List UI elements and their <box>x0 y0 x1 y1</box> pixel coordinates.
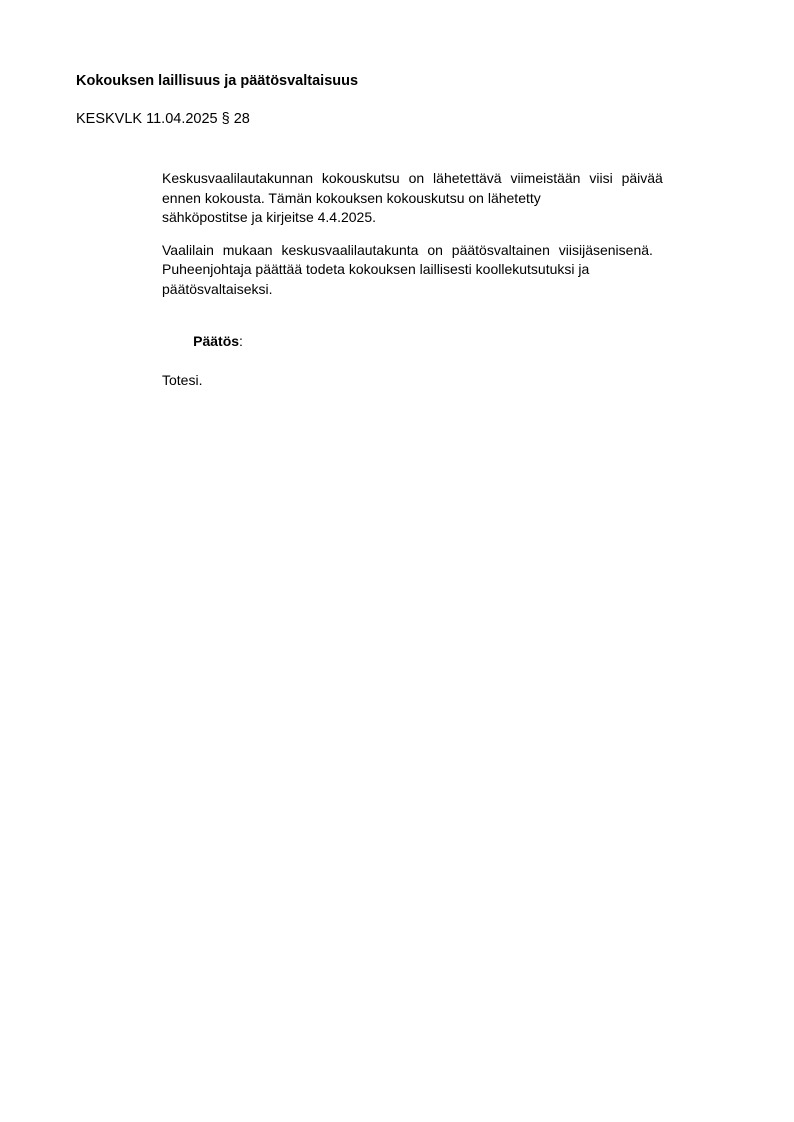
document-body <box>162 169 672 403</box>
body-line: ennen kokousta. Tämän kokouksen kokouskutsu on lähetetty <box>162 189 541 206</box>
paragraph-quorum <box>162 241 672 300</box>
paragraph-meeting-notice <box>162 169 672 228</box>
body-line: sähköpostitse ja kirjeitse 4.4.2025. <box>162 209 377 225</box>
body-line: Puheenjohtaja päättää todeta kokouksen laillisesti koollekutsutuksi ja <box>162 261 590 277</box>
decision-result: Totesi. <box>162 371 203 388</box>
decision-separator: : <box>239 332 243 349</box>
body-line: päätösvaltaiseksi. <box>162 280 273 297</box>
body-line: Keskusvaalilautakunnan kokouskutsu on lähetettävä viimeistään viisi päivää <box>162 170 663 186</box>
decision-heading <box>162 312 672 371</box>
body-line: Vaalilain mukaan keskusvaalilautakunta on päätösvaltainen viisijäsenisenä. <box>162 241 653 258</box>
decision-block <box>162 312 672 390</box>
section-title: Kokouksen laillisuus ja päätösvaltaisuus <box>76 73 359 89</box>
decision-label: Päätös <box>193 332 240 349</box>
section-reference: KESKVLK 11.04.2025 § 28 <box>76 111 250 127</box>
